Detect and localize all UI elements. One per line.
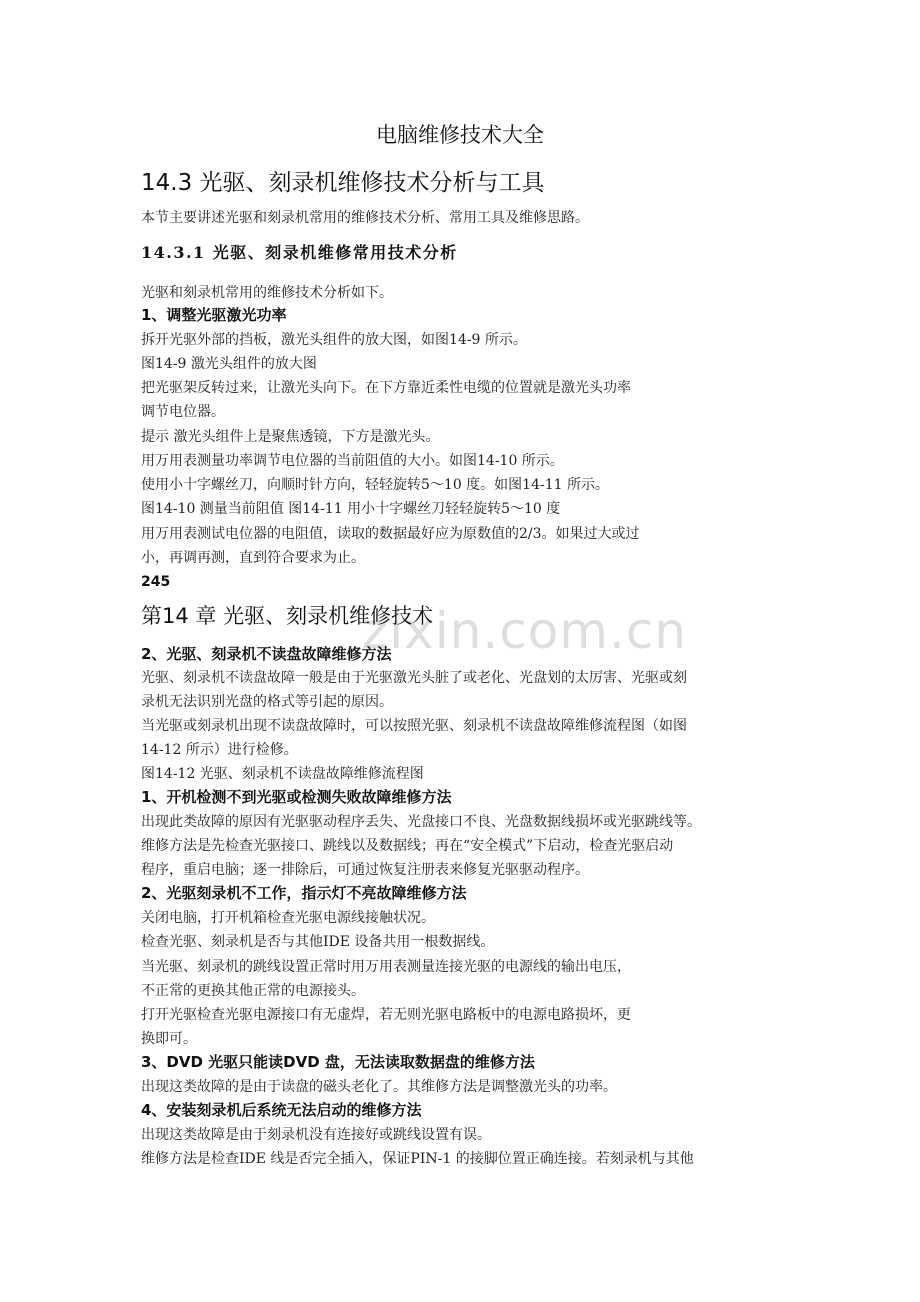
paragraph-line: 14-12 所示）进行检修。 — [141, 742, 298, 758]
paragraph-line: 出现此类故障的原因有光驱驱动程序丢失、光盘接口不良、光盘数据线损坏或光驱跳线等。 — [141, 814, 701, 830]
watermark: zixin.com.cn — [362, 602, 688, 660]
paragraph-line: 不正常的更换其他正常的电源接头。 — [141, 983, 365, 999]
item-heading: 2、光驱、刻录机不读盘故障维修方法 — [141, 645, 392, 663]
paragraph-line: 光驱、刻录机不读盘故障一般是由于光驱激光头脏了或老化、光盘划的太厉害、光驱或刻 — [141, 670, 687, 686]
item-heading: 1、开机检测不到光驱或检测失败故障维修方法 — [141, 788, 452, 806]
paragraph-line: 用万用表测试电位器的电阻值，读取的数据最好应为原数值的2/3。如果过大或过 — [141, 526, 640, 542]
paragraph-line: 当光驱或刻录机出现不读盘故障时，可以按照光驱、刻录机不读盘故障维修流程图（如图 — [141, 718, 687, 734]
item-heading: 3、DVD 光驱只能读DVD 盘，无法读取数据盘的维修方法 — [141, 1053, 535, 1071]
paragraph-line: 出现这类故障的是由于读盘的磁头老化了。其维修方法是调整激光头的功率。 — [141, 1079, 617, 1095]
paragraph-line: 程序，重启电脑；逐一排除后，可通过恢复注册表来修复光驱驱动程序。 — [141, 862, 589, 878]
paragraph-line: 小，再调再测，直到符合要求为止。 — [141, 550, 365, 566]
figure-caption: 图14-10 测量当前阻值 图14-11 用小十字螺丝刀轻轻旋转5～10 度 — [141, 501, 561, 517]
paragraph-line: 拆开光驱外部的挡板，激光头组件的放大图，如图14-9 所示。 — [141, 332, 527, 348]
section-heading: 14.3 光驱、刻录机维修技术分析与工具 — [141, 170, 545, 196]
paragraph-line: 用万用表测量功率调节电位器的当前阻值的大小。如图14-10 所示。 — [141, 453, 564, 469]
paragraph-line: 录机无法识别光盘的格式等引起的原因。 — [141, 694, 393, 710]
paragraph-line: 关闭电脑，打开机箱检查光驱电源线接触状况。 — [141, 910, 435, 926]
paragraph-line: 检查光驱、刻录机是否与其他IDE 设备共用一根数据线。 — [141, 934, 495, 950]
paragraph-line: 使用小十字螺丝刀，向顺时针方向，轻轻旋转5～10 度。如图14-11 所示。 — [141, 477, 609, 493]
paragraph-line: 调节电位器。 — [141, 404, 225, 420]
paragraph-line: 光驱和刻录机常用的维修技术分析如下。 — [141, 285, 393, 301]
item-heading: 1、调整光驱激光功率 — [141, 306, 287, 324]
paragraph-line: 维修方法是先检查光驱接口、跳线以及数据线；再在“安全模式”下启动，检查光驱启动 — [141, 838, 674, 854]
item-heading: 2、光驱刻录机不工作，指示灯不亮故障维修方法 — [141, 884, 467, 902]
figure-caption: 图14-9 激光头组件的放大图 — [141, 356, 317, 372]
paragraph-line: 换即可。 — [141, 1031, 197, 1047]
figure-caption: 图14-12 光驱、刻录机不读盘故障维修流程图 — [141, 766, 424, 782]
paragraph-line: 把光驱架反转过来，让激光头向下。在下方靠近柔性电缆的位置就是激光头功率 — [141, 380, 631, 396]
paragraph-line: 当光驱、刻录机的跳线设置正常时用万用表测量连接光驱的电源线的输出电压， — [141, 959, 631, 975]
chapter-heading: 第14 章 光驱、刻录机维修技术 — [141, 604, 434, 628]
tip-line: 提示 激光头组件上是聚焦透镜，下方是激光头。 — [141, 429, 440, 445]
subsection-heading: 14.3.1 光驱、刻录机维修常用技术分析 — [141, 243, 458, 262]
page-number: 245 — [141, 574, 171, 590]
paragraph-line: 维修方法是检查IDE 线是否完全插入，保证PIN-1 的接脚位置正确连接。若刻录机与其他 — [141, 1151, 694, 1167]
paragraph-line: 出现这类故障是由于刻录机没有连接好或跳线设置有误。 — [141, 1127, 491, 1143]
paragraph-line: 本节主要讲述光驱和刻录机常用的维修技术分析、常用工具及维修思路。 — [141, 210, 589, 226]
paragraph-line: 打开光驱检查光驱电源接口有无虚焊，若无则光驱电路板中的电源电路损坏，更 — [141, 1007, 631, 1023]
document-title: 电脑维修技术大全 — [376, 123, 544, 147]
item-heading: 4、安装刻录机后系统无法启动的维修方法 — [141, 1101, 422, 1119]
